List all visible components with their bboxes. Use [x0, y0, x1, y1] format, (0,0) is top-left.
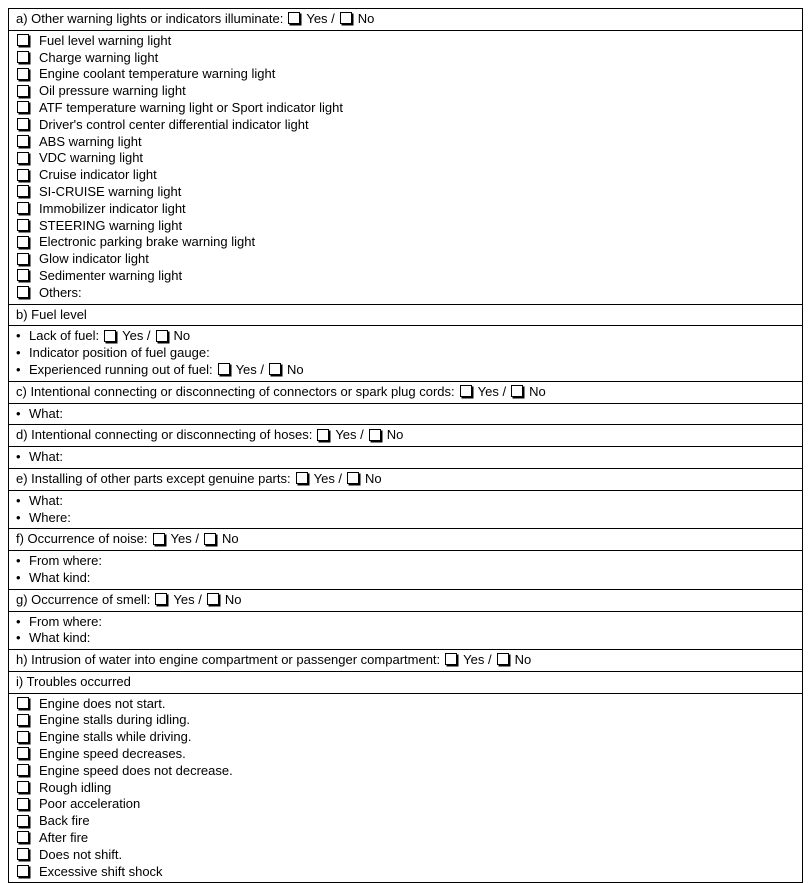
lack-of-fuel-label: Lack of fuel:	[29, 328, 100, 344]
list-item	[16, 830, 802, 847]
section-e-yes-checkbox[interactable]	[296, 472, 308, 484]
section-h-title: h) Intrusion of water into engine compartment or passenger compartment:	[16, 652, 441, 668]
section-d-header	[9, 424, 802, 446]
list-item	[16, 117, 802, 134]
item-checkbox[interactable]	[17, 815, 29, 827]
item-label: Oil pressure warning light	[39, 83, 186, 99]
section-a-header	[9, 9, 802, 30]
item-checkbox[interactable]	[17, 152, 29, 164]
list-item	[16, 847, 802, 864]
yes-label: Yes /	[306, 11, 335, 26]
item-label: Immobilizer indicator light	[39, 200, 186, 216]
list-item	[16, 696, 802, 713]
list-item	[16, 201, 802, 218]
item-checkbox[interactable]	[17, 118, 29, 130]
item-checkbox[interactable]	[17, 747, 29, 759]
no-label: No	[357, 11, 375, 26]
item-checkbox[interactable]	[17, 219, 29, 231]
list-item	[16, 780, 802, 797]
ran-out-no-checkbox[interactable]	[269, 363, 281, 375]
item-checkbox[interactable]	[17, 865, 29, 877]
bullet-icon: •	[16, 361, 21, 377]
section-e-title: e) Installing of other parts except genuine parts:	[16, 470, 291, 486]
section-e-body	[9, 490, 802, 529]
item-checkbox[interactable]	[17, 185, 29, 197]
item-label: Sedimenter warning light	[39, 267, 183, 283]
item-checkbox[interactable]	[17, 831, 29, 843]
yes-label: Yes /	[122, 328, 151, 344]
no-label: No	[287, 361, 304, 377]
item-label: Others:	[39, 284, 82, 300]
yes-label: Yes /	[170, 531, 199, 547]
what-kind-label: What kind:	[29, 630, 91, 646]
section-a-items	[9, 30, 802, 304]
item-label: Glow indicator light	[39, 251, 149, 267]
what-label: What:	[29, 449, 63, 465]
item-checkbox[interactable]	[17, 764, 29, 776]
section-e-header	[9, 468, 802, 490]
bullet-icon: •	[16, 613, 21, 629]
list-item	[16, 218, 802, 235]
list-item	[16, 746, 802, 763]
yes-label: Yes /	[463, 652, 492, 668]
section-f-header	[9, 528, 802, 550]
where-label: Where:	[29, 509, 71, 525]
item-label: After fire	[39, 830, 89, 846]
item-label: Driver's control center differential indicator light	[39, 116, 309, 132]
list-item	[16, 150, 802, 167]
list-item	[16, 167, 802, 184]
lack-of-fuel-yes-checkbox[interactable]	[104, 330, 116, 342]
list-item	[16, 864, 802, 881]
section-i-title: i) Troubles occurred	[16, 673, 131, 689]
section-c-yes-checkbox[interactable]	[460, 385, 472, 397]
section-h-no-checkbox[interactable]	[497, 653, 509, 665]
item-label: Engine stalls while driving.	[39, 729, 192, 745]
item-label: Engine coolant temperature warning light	[39, 66, 276, 82]
section-f-no-checkbox[interactable]	[204, 533, 216, 545]
what-label: What:	[29, 492, 63, 508]
item-label: ATF temperature warning light or Sport indicator light	[39, 99, 343, 115]
list-item	[16, 184, 802, 201]
section-d-title: d) Intentional connecting or disconnecting of hoses:	[16, 427, 313, 443]
section-f-body	[9, 550, 802, 589]
list-item	[16, 33, 802, 50]
bullet-icon: •	[16, 449, 21, 465]
section-b-header	[9, 304, 802, 326]
item-label: Rough idling	[39, 779, 112, 795]
ran-out-yes-checkbox[interactable]	[218, 363, 230, 375]
section-i-header	[9, 671, 802, 693]
what-label: What:	[29, 405, 63, 421]
ran-out-of-fuel-label: Experienced running out of fuel:	[29, 361, 213, 377]
yes-label: Yes /	[173, 591, 202, 607]
section-g-no-checkbox[interactable]	[207, 593, 219, 605]
bullet-icon: •	[16, 492, 21, 508]
list-item	[16, 134, 802, 151]
item-checkbox[interactable]	[17, 135, 29, 147]
item-label: Engine does not start.	[39, 695, 166, 711]
section-e-no-checkbox[interactable]	[347, 472, 359, 484]
item-checkbox[interactable]	[17, 51, 29, 63]
bullet-icon: •	[16, 509, 21, 525]
item-label: Poor acceleration	[39, 796, 141, 812]
item-checkbox[interactable]	[17, 236, 29, 248]
bullet-icon: •	[16, 345, 21, 361]
yes-label: Yes /	[313, 470, 343, 486]
item-checkbox[interactable]	[17, 68, 29, 80]
item-checkbox[interactable]	[17, 269, 29, 281]
section-f-title: f) Occurrence of noise:	[16, 531, 148, 547]
item-checkbox[interactable]	[17, 798, 29, 810]
item-label: Does not shift.	[39, 846, 123, 862]
list-item	[16, 729, 802, 746]
list-item	[16, 100, 802, 117]
item-checkbox[interactable]	[17, 848, 29, 860]
item-checkbox[interactable]	[17, 781, 29, 793]
item-checkbox[interactable]	[17, 202, 29, 214]
no-label: No	[365, 470, 382, 486]
list-item	[16, 50, 802, 67]
section-f-yes-checkbox[interactable]	[153, 533, 165, 545]
item-checkbox[interactable]	[17, 731, 29, 743]
item-label: Charge warning light	[39, 49, 159, 65]
item-label: VDC warning light	[39, 150, 144, 166]
item-checkbox[interactable]	[17, 169, 29, 181]
yes-label: Yes /	[335, 427, 364, 443]
section-i-items	[9, 693, 802, 883]
section-b-title: b) Fuel level	[16, 306, 87, 322]
item-label: Cruise indicator light	[39, 167, 157, 183]
yes-label: Yes /	[477, 383, 507, 399]
item-label: SI-CRUISE warning light	[39, 183, 182, 199]
item-checkbox[interactable]	[17, 101, 29, 113]
section-c-title: c) Intentional connecting or disconnecting of connectors or spark plug cords:	[16, 383, 455, 399]
section-h-yes-checkbox[interactable]	[445, 653, 457, 665]
item-label: Excessive shift shock	[39, 863, 163, 879]
list-item	[16, 813, 802, 830]
section-a-yes-checkbox[interactable]	[288, 12, 300, 24]
section-d-yes-checkbox[interactable]	[317, 429, 329, 441]
yes-label: Yes /	[235, 361, 265, 377]
no-label: No	[529, 383, 546, 399]
from-where-label: From where:	[29, 613, 102, 629]
no-label: No	[221, 531, 239, 547]
bullet-icon: •	[16, 328, 21, 344]
item-checkbox[interactable]	[17, 697, 29, 709]
no-label: No	[173, 328, 191, 344]
section-b-body	[9, 325, 802, 380]
item-checkbox[interactable]	[17, 85, 29, 97]
list-item	[16, 268, 802, 285]
section-a-title: a) Other warning lights or indicators illuminate:	[16, 11, 284, 26]
item-label: Back fire	[39, 813, 90, 829]
item-checkbox[interactable]	[17, 34, 29, 46]
section-d-no-checkbox[interactable]	[369, 429, 381, 441]
item-label: Engine speed decreases.	[39, 746, 186, 762]
no-label: No	[224, 591, 242, 607]
section-h-header	[9, 649, 802, 671]
list-item	[16, 83, 802, 100]
item-checkbox[interactable]	[17, 253, 29, 265]
list-item	[16, 66, 802, 83]
item-checkbox[interactable]	[17, 286, 29, 298]
list-item	[16, 796, 802, 813]
lack-of-fuel-no-checkbox[interactable]	[156, 330, 168, 342]
item-label: Engine speed does not decrease.	[39, 762, 233, 778]
item-label: Electronic parking brake warning light	[39, 234, 256, 250]
list-item	[16, 763, 802, 780]
item-checkbox[interactable]	[17, 714, 29, 726]
what-kind-label: What kind:	[29, 569, 91, 585]
list-item	[16, 234, 802, 251]
bullet-icon: •	[16, 630, 21, 646]
section-a-no-checkbox[interactable]	[340, 12, 352, 24]
section-g-title: g) Occurrence of smell:	[16, 591, 151, 607]
bullet-icon: •	[16, 569, 21, 585]
list-item	[16, 712, 802, 729]
section-g-header	[9, 589, 802, 611]
no-label: No	[386, 427, 404, 443]
section-c-no-checkbox[interactable]	[511, 385, 523, 397]
from-where-label: From where:	[29, 553, 102, 569]
item-label: Engine stalls during idling.	[39, 712, 191, 728]
item-label: ABS warning light	[39, 133, 142, 149]
section-g-yes-checkbox[interactable]	[155, 593, 167, 605]
diagnosis-checklist-form	[8, 8, 803, 883]
section-c-header	[9, 381, 802, 403]
bullet-icon: •	[16, 553, 21, 569]
no-label: No	[514, 652, 532, 668]
item-label: STEERING warning light	[39, 217, 183, 233]
section-d-body	[9, 446, 802, 468]
section-c-body	[9, 403, 802, 425]
bullet-icon: •	[16, 405, 21, 421]
list-item	[16, 285, 802, 302]
item-label: Fuel level warning light	[39, 32, 172, 48]
section-g-body	[9, 611, 802, 650]
fuel-gauge-label: Indicator position of fuel gauge:	[29, 345, 210, 361]
list-item	[16, 251, 802, 268]
